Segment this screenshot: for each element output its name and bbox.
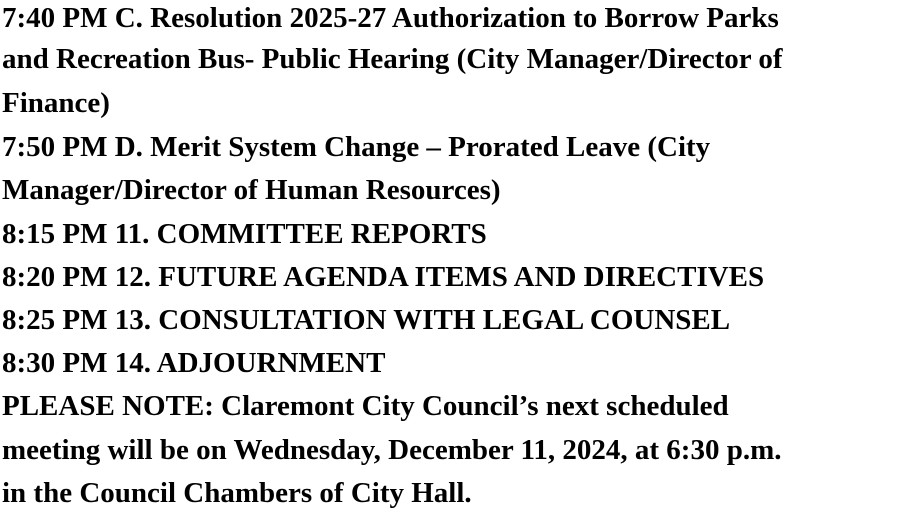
agenda-item-14: 8:30 PM 14. ADJOURNMENT xyxy=(2,347,386,379)
agenda-item-c-line-3: Finance) xyxy=(2,87,110,119)
agenda-item-12: 8:20 PM 12. FUTURE AGENDA ITEMS AND DIRECTIVES xyxy=(2,261,765,293)
agenda-item-d-line-2: Manager/Director of Human Resources) xyxy=(2,174,501,206)
agenda-item-c-line-2: and Recreation Bus- Public Hearing (City Manager/Director of xyxy=(2,43,783,75)
agenda-item-c-line-1: 7:40 PM C. Resolution 2025-27 Authorization to Borrow Parks xyxy=(2,2,779,34)
note-line-2: meeting will be on Wednesday, December 11, 2024, at 6:30 p.m. xyxy=(2,434,782,466)
agenda-item-11: 8:15 PM 11. COMMITTEE REPORTS xyxy=(2,218,487,250)
agenda-item-d-line-1: 7:50 PM D. Merit System Change – Prorated Leave (City xyxy=(2,131,711,163)
agenda-item-13: 8:25 PM 13. CONSULTATION WITH LEGAL COUNSEL xyxy=(2,304,731,336)
note-line-3: in the Council Chambers of City Hall. xyxy=(2,477,472,509)
note-line-1: PLEASE NOTE: Claremont City Council’s next scheduled xyxy=(2,390,729,422)
